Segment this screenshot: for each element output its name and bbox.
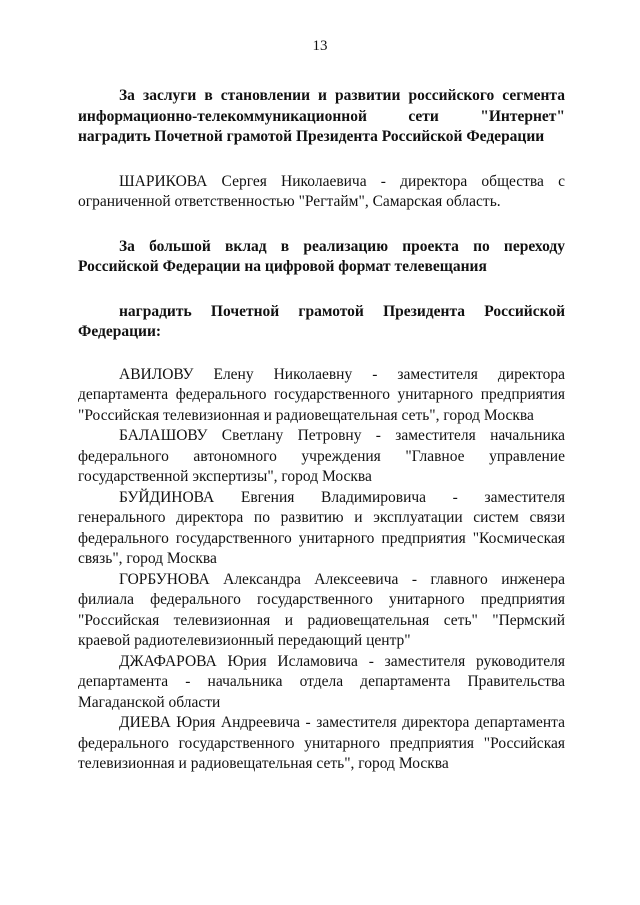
award-entry: БУЙДИНОВА Евгения Владимировича - заместителя генерального директора по развитию и эксплуатации систем связи федерального государственного унитарного предприятия "Космическая связь", город Москва xyxy=(78,488,565,567)
award-entry: БАЛАШОВУ Светлану Петровну - заместителя начальника федерального автономного учреждения "Главное управление государственной экспертизы", город Москва xyxy=(78,427,565,485)
award-entry: АВИЛОВУ Елену Николаевну - заместителя директора департамента федерального государственного унитарного предприятия "Российская телевизионная и радиовещательная сеть", город Москва xyxy=(78,365,565,424)
award-entry: ШАРИКОВА Сергея Николаевича - директора общества с ограниченной ответственностью "Регтайм", Самарская область. xyxy=(78,172,565,210)
award-line: наградить Почетной грамотой Президента Российской Федерации: xyxy=(78,302,565,340)
document-body xyxy=(78,86,565,775)
page-number: 13 xyxy=(312,38,328,54)
award-entry: ДИЕВА Юрия Андреевича - заместителя директора департамента федерального государственного унитарного предприятия "Российская телевизионная и радиовещательная сеть", город Москва xyxy=(78,714,565,772)
section-heading: За большой вклад в реализацию проекта по переходу Российской Федерации на цифровой формат телевещания xyxy=(78,237,565,275)
award-entry: ДЖАФАРОВА Юрия Исламовича - заместителя руководителя департамента - начальника отдела департамента Правительства Магаданской области xyxy=(78,652,565,711)
award-list xyxy=(78,365,565,775)
section-heading: За заслуги в становлении и развитии российского сегмента информационно-телекоммуникационной сети "Интернет" наградить Почетной грамотой Президента Российской Федерации xyxy=(78,87,565,145)
award-entry: ГОРБУНОВА Александра Алексеевича - главного инженера филиала федерального государственного унитарного предприятия "Российская телевизионная и радиовещательная сеть" "Пермский краевой радиотелевизионный передающий центр" xyxy=(78,570,565,649)
